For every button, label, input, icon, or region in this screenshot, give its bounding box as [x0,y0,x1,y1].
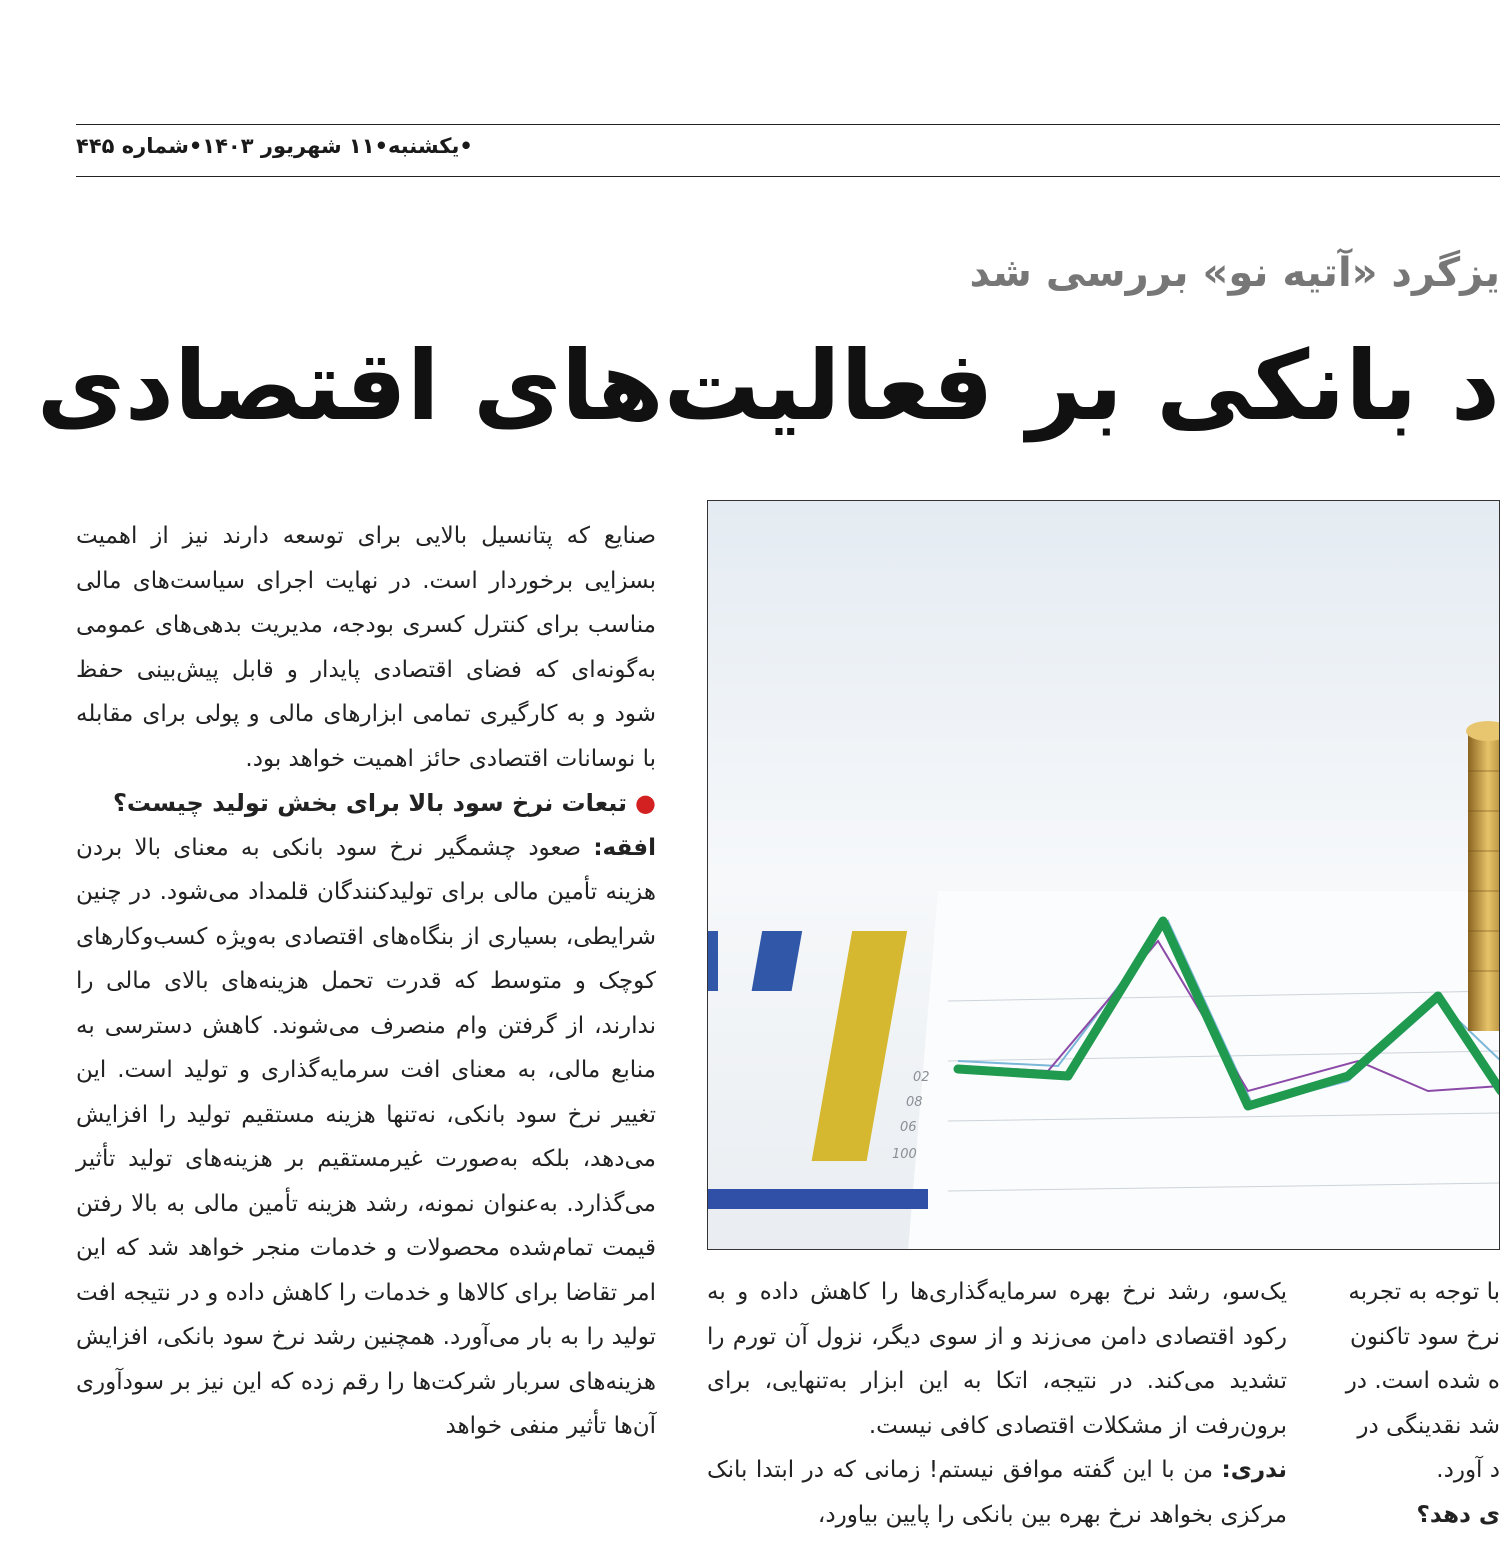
dateline-rule [76,176,1500,177]
article-photo [707,500,1500,1250]
question-heading: ●تبعات نرخ سود بالا برای بخش تولید چیست؟ [113,789,656,817]
headline: د بانکی بر فعالیت‌های اقتصادی [36,330,1500,442]
text-line: ی دهد؟ [1416,1501,1500,1528]
axis-tick-label: 02 [913,1070,930,1085]
speaker-label: ندری: [1221,1457,1287,1483]
article-column-left [76,514,656,1449]
text-line: با توجه به تجربه [1348,1279,1500,1305]
kicker: یزگرد «آتیه نو» بررسی شد [969,250,1500,296]
axis-tick-label: 100 [892,1147,917,1162]
paragraph: یک‌سو، رشد نرخ بهره سرمایه‌گذاری‌ها را کاهش داده و به رکود اقتصادی دامن می‌زند و از سوی دیگر، نزول آن تورم را تشدید می‌کند. در نتیجه، اتکا به این ابزار به‌تنهایی، برای برون‌رفت از مشکلات اقتصادی کافی نیست. [707,1279,1287,1439]
chart-with-coins-photo-icon [708,501,1500,1250]
speaker-label: افقه: [593,834,656,861]
text-line: نرخ سود تاکنون [1349,1323,1500,1350]
paragraph: ندری: من با این گفته موافق نیستم! زمانی که در ابتدا بانک مرکزی بخواهد نرخ بهره بین بانکی را پایین بیاورد، [707,1457,1287,1528]
bullet-icon: ● [635,789,656,817]
article-column-middle [707,1270,1287,1537]
dateline: •یکشنبه•۱۱ شهریور ۱۴۰۳•شماره ۴۴۵ [76,134,473,158]
text-line: شد نقدینگی در [1357,1412,1500,1439]
top-rule [76,124,1500,125]
text-line: ه شده است. در [1345,1368,1500,1394]
paragraph: افقه: صعود چشمگیر نرخ سود بانکی به معنای بالا بردن هزینه تأمین مالی برای تولیدکنندگان قلمداد می‌شود. در چنین شرایطی، بسیاری از بنگاه‌های اقتصادی به‌ویژه کسب‌وکارهای کوچک و متوسط که قدرت تحمل هزینه‌های بالای مالی را ندارند، از گرفتن وام منصرف می‌شوند. کاهش دسترسی به منابع مالی، به معنای افت سرمایه‌گذاری و تولید است. این تغییر نرخ سود بانکی، نه‌تنها هزینه مستقیم تولید را افزایش می‌دهد، بلکه به‌صورت غیرمستقیم بر هزینه‌های تولید تأثیر می‌گذارد. به‌عنوان نمونه، رشد هزینه تأمین مالی به بالا رفتن قیمت تمام‌شده محصولات و خدمات منجر خواهد شد که این امر تقاضا برای کالاها و خدمات را کاهش داده و در نتیجه افت تولید را به بار می‌آورد. همچنین رشد نرخ سود بانکی، افزایش هزینه‌های سربار شرکت‌ها را رقم زده که این نیز بر سودآوری آن‌ها تأثیر منفی خواهد [76,834,656,1439]
paragraph: صنایع که پتانسیل بالایی برای توسعه دارند نیز از اهمیت بسزایی برخوردار است. در نهایت اجرای سیاست‌های مالی مناسب برای کنترل کسری بودجه، مدیریت بدهی‌های عمومی به‌گونه‌ای که فضای اقتصادی پایدار و قابل پیش‌بینی حفظ شود و به کارگیری تمامی ابزارهای مالی و پولی برای مقابله با نوسانات اقتصادی حائز اهمیت خواهد بود. [76,523,656,772]
axis-tick-label: 06 [900,1120,917,1135]
axis-tick-label: 08 [906,1095,923,1110]
text-line: د آورد. [1436,1457,1500,1483]
article-column-right-partial [1338,1270,1500,1537]
